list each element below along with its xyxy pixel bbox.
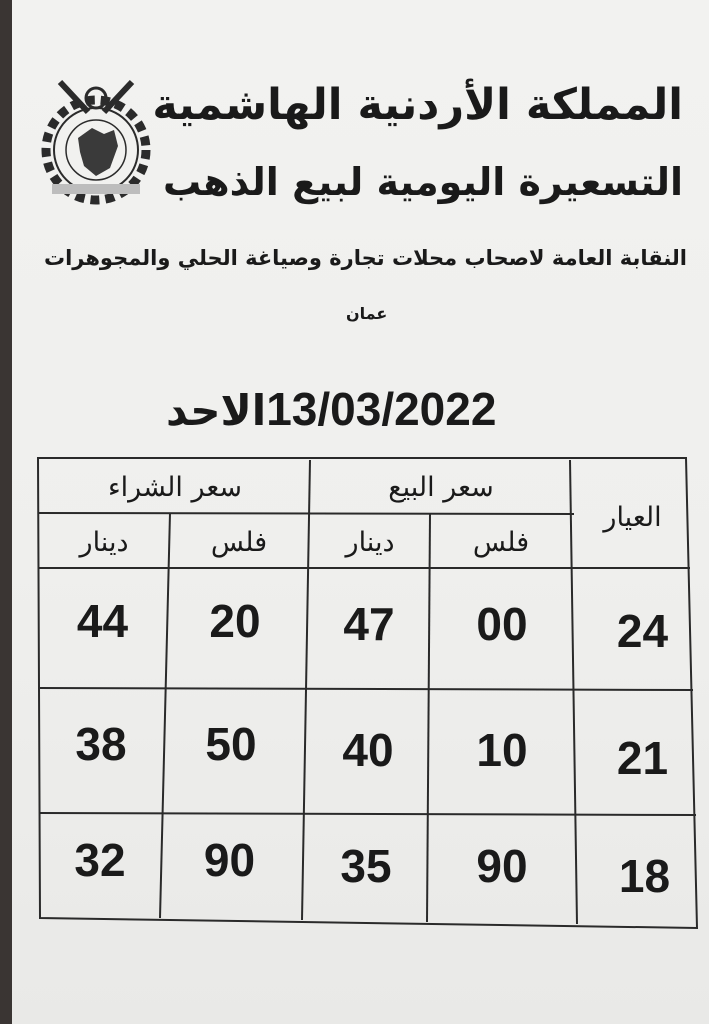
buy-fils-cell: 90: [203, 834, 256, 886]
sell-dinar-cell: 40: [342, 724, 394, 776]
sell-fils-cell: 00: [476, 598, 528, 650]
date-value: 13/03/2022: [266, 383, 497, 435]
buy-dinar-cell: 38: [75, 718, 127, 770]
karat-cell: 21: [616, 732, 669, 784]
buy-fils-cell: 50: [205, 718, 257, 770]
buy-dinar-cell: 44: [76, 595, 129, 647]
buy-price-header: سعر الشراء: [107, 471, 243, 503]
organization-name: النقابة العامة لاصحاب محلات تجارة وصياغة الحلي والمجوهرات: [43, 246, 687, 270]
sell-dinar-cell: 47: [343, 598, 395, 650]
day-name: الاحد: [166, 386, 267, 435]
sell-fils-cell: 90: [476, 840, 528, 892]
sell-dinar-header: دينار: [345, 526, 395, 558]
buy-dinar-cell: 32: [74, 834, 126, 886]
buy-fils-cell: 20: [209, 595, 261, 647]
sell-fils-cell: 10: [476, 724, 528, 776]
city-name: عمان: [346, 304, 388, 323]
page-subtitle: التسعيرة اليومية لبيع الذهب: [163, 160, 683, 204]
sell-dinar-cell: 35: [340, 840, 392, 892]
page-title: المملكة الأردنية الهاشمية: [152, 80, 683, 130]
karat-column-header: العيار: [603, 501, 662, 533]
sell-price-header: سعر البيع: [388, 471, 494, 503]
buy-dinar-header: دينار: [79, 526, 129, 558]
buy-fils-header: فلس: [210, 526, 268, 558]
karat-cell: 24: [616, 605, 669, 657]
karat-cell: 18: [618, 850, 671, 902]
sell-fils-header: فلس: [472, 526, 530, 558]
